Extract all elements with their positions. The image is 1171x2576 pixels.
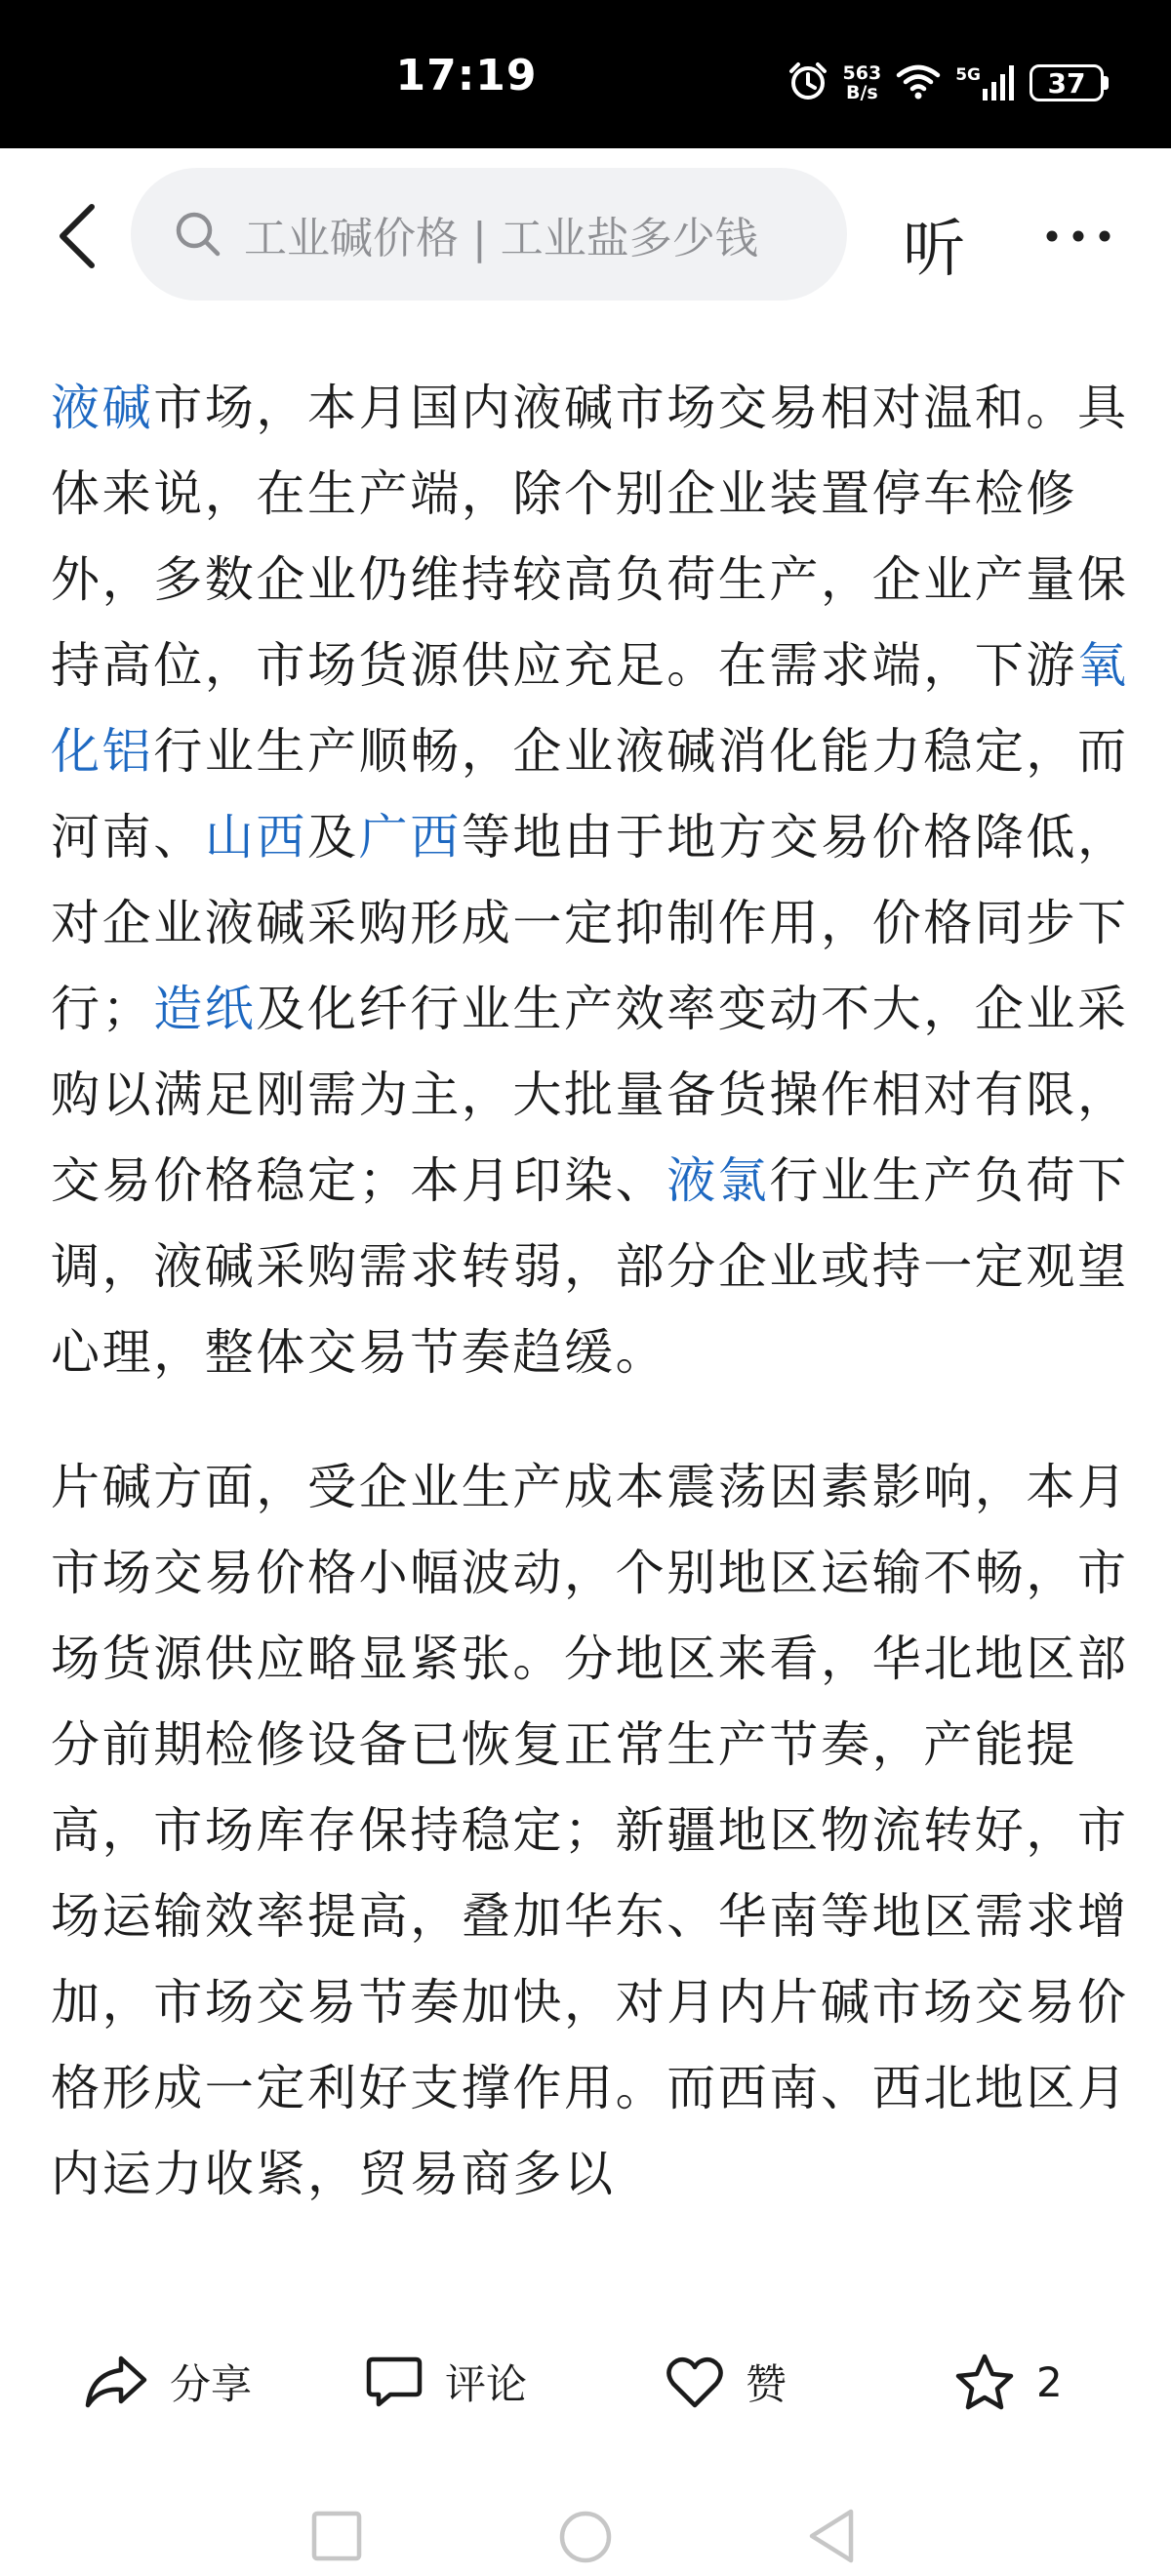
status-time: 17:19 [395, 51, 538, 101]
status-bar [0, 0, 1171, 148]
link-liquid-caustic-soda[interactable]: 液碱 [51, 380, 154, 436]
link-guangxi[interactable]: 广西 [358, 809, 462, 865]
net-speed-value: 563 [842, 62, 882, 84]
share-button[interactable] [84, 2348, 252, 2416]
more-dots-icon [1044, 226, 1112, 246]
heart-icon [666, 2355, 724, 2409]
paragraph-text: 及 [307, 809, 359, 865]
net-speed-unit: B/s [846, 82, 878, 103]
paragraph-text: 行业生产顺畅，企业液碱消化能力稳定，而河南、 [51, 723, 1129, 865]
cellular-signal [955, 65, 1016, 101]
search-icon [174, 210, 222, 259]
article-paragraph-2: 片碱方面，受企业生产成本震荡因素影响，本月市场交易价格小幅波动，个别地区运输不畅，市场货源供应略显紧张。分地区来看，华北地区部分前期检修设备已恢复正常生产节奏，产能提高，市场库存保持稳定；新疆地区物流转好，市场运输效率提高，叠加华东、华南等地区需求增加，市场交易节奏加快，对月内片碱市场交易价格形成一定利好支撑作用。而西南、西北地区月内运力收紧，贸易商多以 [51, 1459, 1129, 2202]
share-label: 分享 [170, 2360, 253, 2408]
comment-label: 评论 [445, 2360, 528, 2408]
paragraph-text: 及化纤行业生产效率变动不大，企业采购以满足刚需为主，大批量备货操作相对有限，交易价格稳定；本月印染、 [51, 981, 1129, 1209]
chevron-left-icon [49, 197, 107, 275]
back-button[interactable] [49, 197, 107, 275]
alarm-icon [787, 60, 829, 106]
paragraph-text: 市场，本月国内液碱市场交易相对温和。具体来说，在生产端，除个别企业装置停车检修外，多数企业仍维持较高负荷生产，企业产量保持高位，市场货源供应充足。在需求端，下游 [51, 380, 1129, 694]
favorite-count: 2 [1036, 2357, 1063, 2406]
network-type: 5G [955, 65, 981, 85]
favorite-button[interactable] [954, 2348, 1063, 2416]
network-speed [843, 63, 882, 102]
paragraph-text: 行业生产负荷下调，液碱采购需求转弱，部分企业或持一定观望心理，整体交易节奏趋缓。 [51, 1152, 1129, 1381]
battery-level: 37 [1030, 64, 1104, 101]
recent-apps-button[interactable] [310, 2510, 363, 2562]
share-icon [84, 2353, 148, 2411]
comment-icon [365, 2354, 424, 2410]
article-paragraph-1 [51, 365, 1134, 1395]
home-button[interactable] [558, 2510, 613, 2564]
back-nav-button[interactable] [806, 2508, 859, 2564]
link-liquid-chlorine[interactable]: 液氯 [666, 1152, 770, 1209]
link-papermaking[interactable]: 造纸 [153, 981, 257, 1037]
search-query: 工业碱价格 | 工业盐多少钱 [244, 214, 758, 263]
status-icons [787, 59, 1109, 107]
like-label: 赞 [746, 2360, 787, 2408]
system-nav-bar [0, 2469, 1171, 2576]
article-body [51, 314, 1134, 2275]
link-shanxi[interactable]: 山西 [204, 809, 308, 865]
like-button[interactable] [666, 2348, 787, 2416]
listen-button[interactable]: 听 [903, 214, 965, 286]
more-button[interactable] [1044, 226, 1112, 246]
search-bar[interactable] [131, 168, 847, 301]
signal-bars-icon [983, 65, 1016, 101]
battery-indicator [1030, 64, 1109, 101]
paragraph-text: 等地由于地方交易价格降低，对企业液碱采购形成一定抑制作用，价格同步下行； [51, 809, 1129, 1037]
wifi-icon [895, 61, 942, 104]
star-icon [954, 2353, 1015, 2411]
battery-tip [1104, 76, 1109, 90]
top-bar [0, 148, 1171, 314]
comment-button[interactable] [365, 2348, 527, 2416]
link-alumina[interactable]: 氧化铝 [51, 637, 1129, 780]
action-bar [0, 2274, 1171, 2469]
